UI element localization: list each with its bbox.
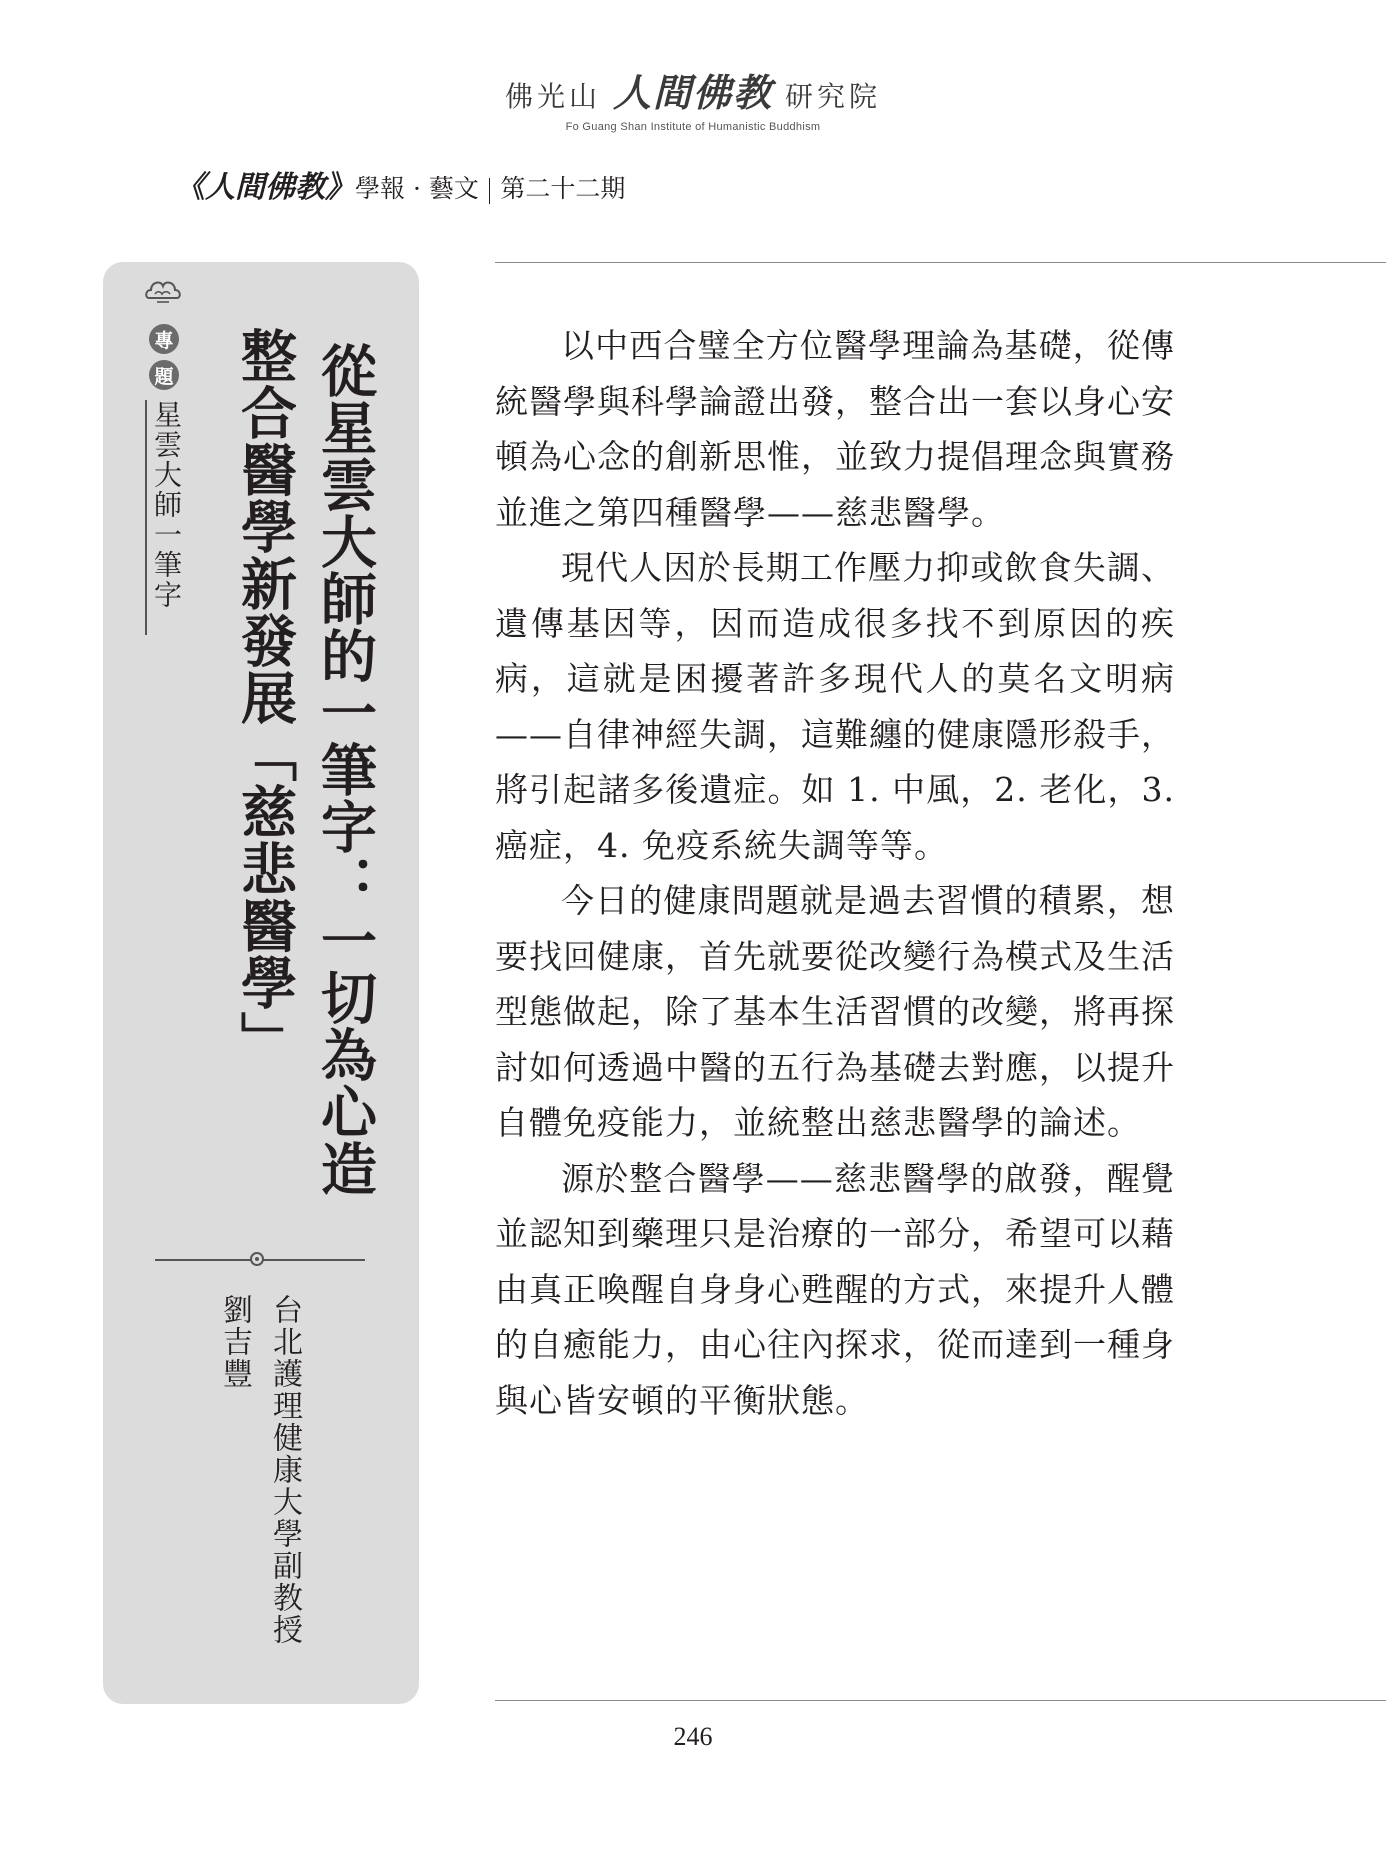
series-rule (145, 400, 147, 635)
author-affiliation: 台北護理健康大學副教授 (267, 1294, 302, 1646)
issue-number: 第二十二期 (500, 174, 626, 203)
top-rule (495, 262, 1386, 263)
abstract-paragraph: 今日的健康問題就是過去習慣的積累，想要找回健康，首先就要從改變行為模式及生活型態做起，除了基本生活習慣的改變，將再探討如何透過中醫的五行為基礎去對應，以提升自體免疫能力，並統整出慈悲醫學的論述。 (495, 881, 1175, 1142)
institute-english-name: Fo Guang Shan Institute of Humanistic Buddhism (565, 121, 821, 133)
bottom-rule (495, 1700, 1386, 1701)
institute-logo: 人間佛教 (612, 70, 773, 115)
cloud-ornament-icon (143, 272, 183, 312)
page-number: 246 (673, 1722, 713, 1751)
divider-dot-icon (250, 1252, 264, 1266)
abstract-paragraph: 源於整合醫學——慈悲醫學的啟發，醒覺並認知到藥理只是治療的一部分，希望可以藉由真正喚醒自身身心甦醒的方式，來提升人體的自癒能力，由心往內探求，從而達到一種身與心皆安頓的平衡狀態。 (495, 1158, 1175, 1420)
article-title-line-1: 從星雲大師的一筆字：一切為心造 (312, 342, 378, 1197)
journal-name: 《人間佛教》 (175, 170, 355, 205)
badge-special: 專 (149, 324, 179, 354)
institute-prefix: 佛光山 (504, 80, 601, 113)
institute-name (505, 62, 881, 117)
article-title-line-2: 整合醫學新發展「慈悲醫學」 (232, 327, 298, 1068)
special-topic-badges (149, 324, 179, 390)
institute-header (0, 62, 1386, 133)
institute-suffix: 研究院 (785, 80, 882, 113)
author-divider (155, 1252, 365, 1268)
abstract-paragraph: 現代人因於長期工作壓力抑或飲食失調、遺傳基因等，因而造成很多找不到原因的疾病，這就是困擾著許多現代人的莫名文明病——自律神經失調，這難纏的健康隱形殺手，將引起諸多後遺症。如 1. 中風，2. 老化，3. 癌症，4. 免疫系統失調等等。 (495, 548, 1175, 865)
abstract-paragraph: 以中西合璧全方位醫學理論為基礎，從傳統醫學與科學論證出發，整合出一套以身心安頓為心念的創新思惟，並致力提倡理念與實務並進之第四種醫學——慈悲醫學。 (495, 326, 1175, 532)
series-label: 星雲大師一筆字 (150, 400, 183, 610)
journal-section: 學報 · 藝文 (355, 174, 479, 203)
header-separator (489, 178, 491, 204)
badge-topic: 題 (149, 360, 179, 390)
title-panel (103, 262, 419, 1704)
author-name: 劉吉豐 (217, 1294, 252, 1390)
abstract (495, 318, 1175, 1428)
running-header (175, 162, 625, 206)
